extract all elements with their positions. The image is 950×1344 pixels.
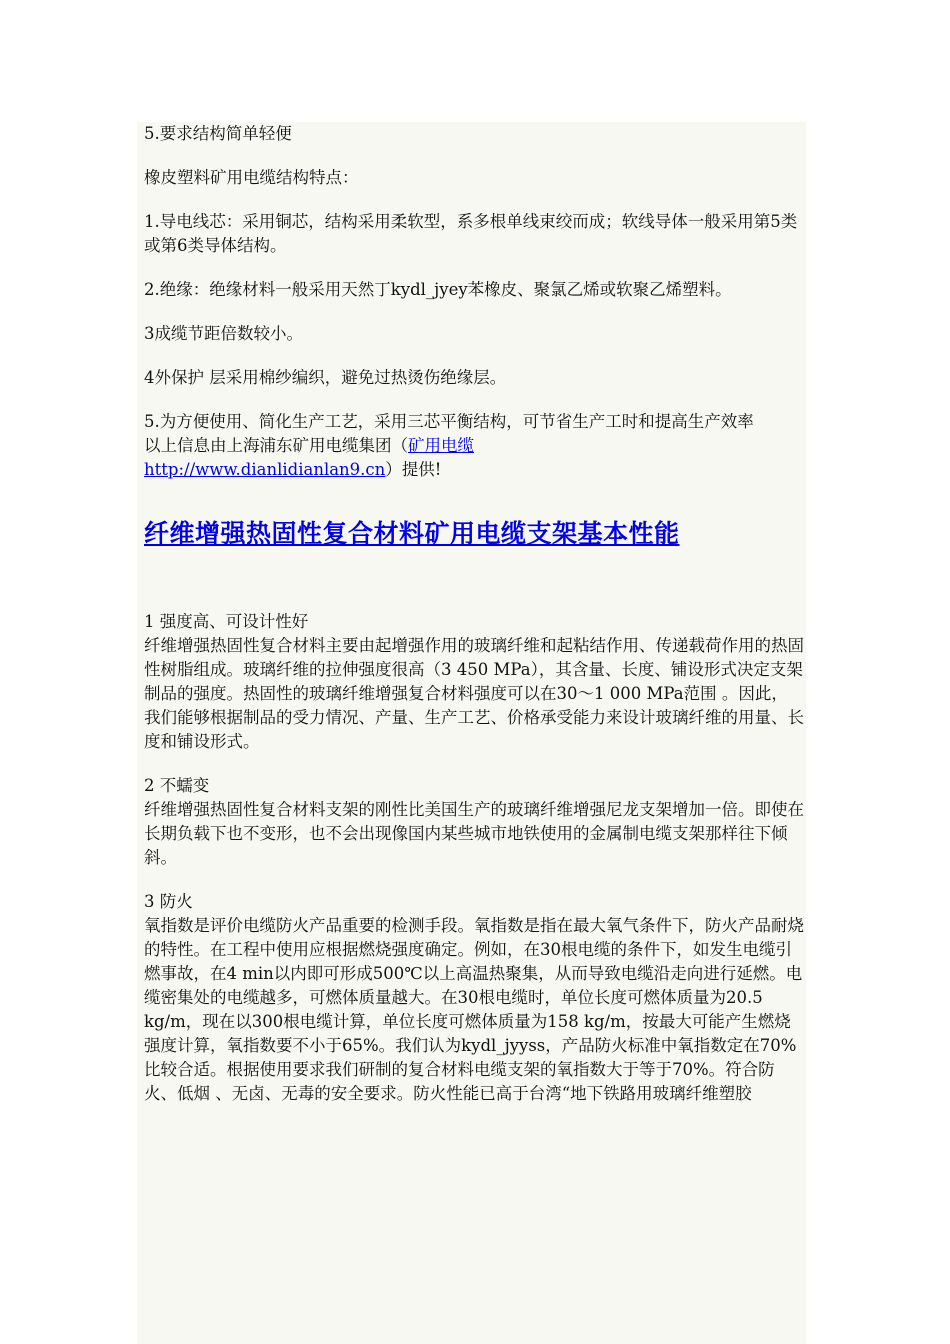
intro-insulation: 2.绝缘：绝缘材料一般采用天然丁kydl_jyey苯橡皮、聚氯乙烯或软聚乙烯塑料。 bbox=[144, 280, 732, 299]
intro-conductor: 1.导电线芯：采用铜芯，结构采用柔软型，系多根单线束绞而成；软线导体一般采用第5类或第6类导体结构。 bbox=[144, 212, 798, 255]
credit-prefix: 以上信息由上海浦东矿用电缆集团（ bbox=[144, 436, 408, 455]
article-title-link[interactable]: 纤维增强热固性复合材料矿用电缆支架基本性能 bbox=[144, 519, 680, 548]
website-link[interactable]: http://www.dianlidianlan9.cn bbox=[144, 460, 386, 479]
intro-requirement-5: 5.要求结构简单轻便 bbox=[144, 124, 292, 143]
intro-structure-heading: 橡皮塑料矿用电缆结构特点： bbox=[144, 168, 359, 187]
credit-suffix: ）提供! bbox=[385, 460, 442, 479]
intro-three-core: 5.为方便使用、简化生产工艺，采用三芯平衡结构，可节省生产工时和提高生产效率 bbox=[144, 412, 754, 431]
section-3-body: 氧指数是评价电缆防火产品重要的检测手段。氧指数是指在最大氧气条件下，防火产品耐烧的特性。在工程中使用应根据燃烧强度确定。例如，在30根电缆的条件下，如发生电缆引燃事故，在4 min以内即可形成500℃以上高温热聚集，从而导致电缆沿走向进行延燃。电缆密集处的电缆越多，可燃体质量越大。在30根电缆时，单位长度可燃体质量为20.5 kg/m，现在以300根电缆计算，单位长度可燃体质量为158 kg/m，按最大可能产生燃烧强度计算，氧指数要不小于65%。我们认为kydl_jyyss，产品防火标准中氧指数定在70%比较合适。根据使用要求我们研制的复合材料电缆支架的氧指数大于等于70%。符合防火、低烟 、无卤、无毒的安全要求。防火性能已高于台湾“地下铁路用玻璃纤维塑胶 bbox=[144, 916, 804, 1103]
section-1-heading: 1 强度高、可设计性好 bbox=[144, 612, 309, 631]
intro-outer-protection: 4外保护 层采用棉纱编织，避免过热烫伤绝缘层。 bbox=[144, 368, 507, 387]
section-2-body: 纤维增强热固性复合材料支架的刚性比美国生产的玻璃纤维增强尼龙支架增加一倍。即使在长期负载下也不变形，也不会出现像国内某些城市地铁使用的金属制电缆支架那样往下倾斜。 bbox=[144, 800, 804, 867]
section-1-body: 纤维增强热固性复合材料主要由起增强作用的玻璃纤维和起粘结作用、传递载荷作用的热固性树脂组成。玻璃纤维的拉伸强度很高（3 450 MPa），其含量、长度、铺设形式决定支架制品的强度。热固性的玻璃纤维增强复合材料强度可以在30～1 000 MPa范围 。因此，我们能够根据制品的受力情况、产量、生产工艺、价格承受能力来设计玻璃纤维的用量、长度和铺设形式。 bbox=[144, 636, 804, 751]
cable-link[interactable]: 矿用电缆 bbox=[408, 436, 474, 455]
section-2-heading: 2 不蠕变 bbox=[144, 776, 210, 795]
source-credit bbox=[144, 434, 804, 482]
section-3-heading: 3 防火 bbox=[144, 892, 193, 911]
intro-lay-ratio: 3成缆节距倍数较小。 bbox=[144, 324, 303, 343]
article-content bbox=[144, 122, 804, 1106]
